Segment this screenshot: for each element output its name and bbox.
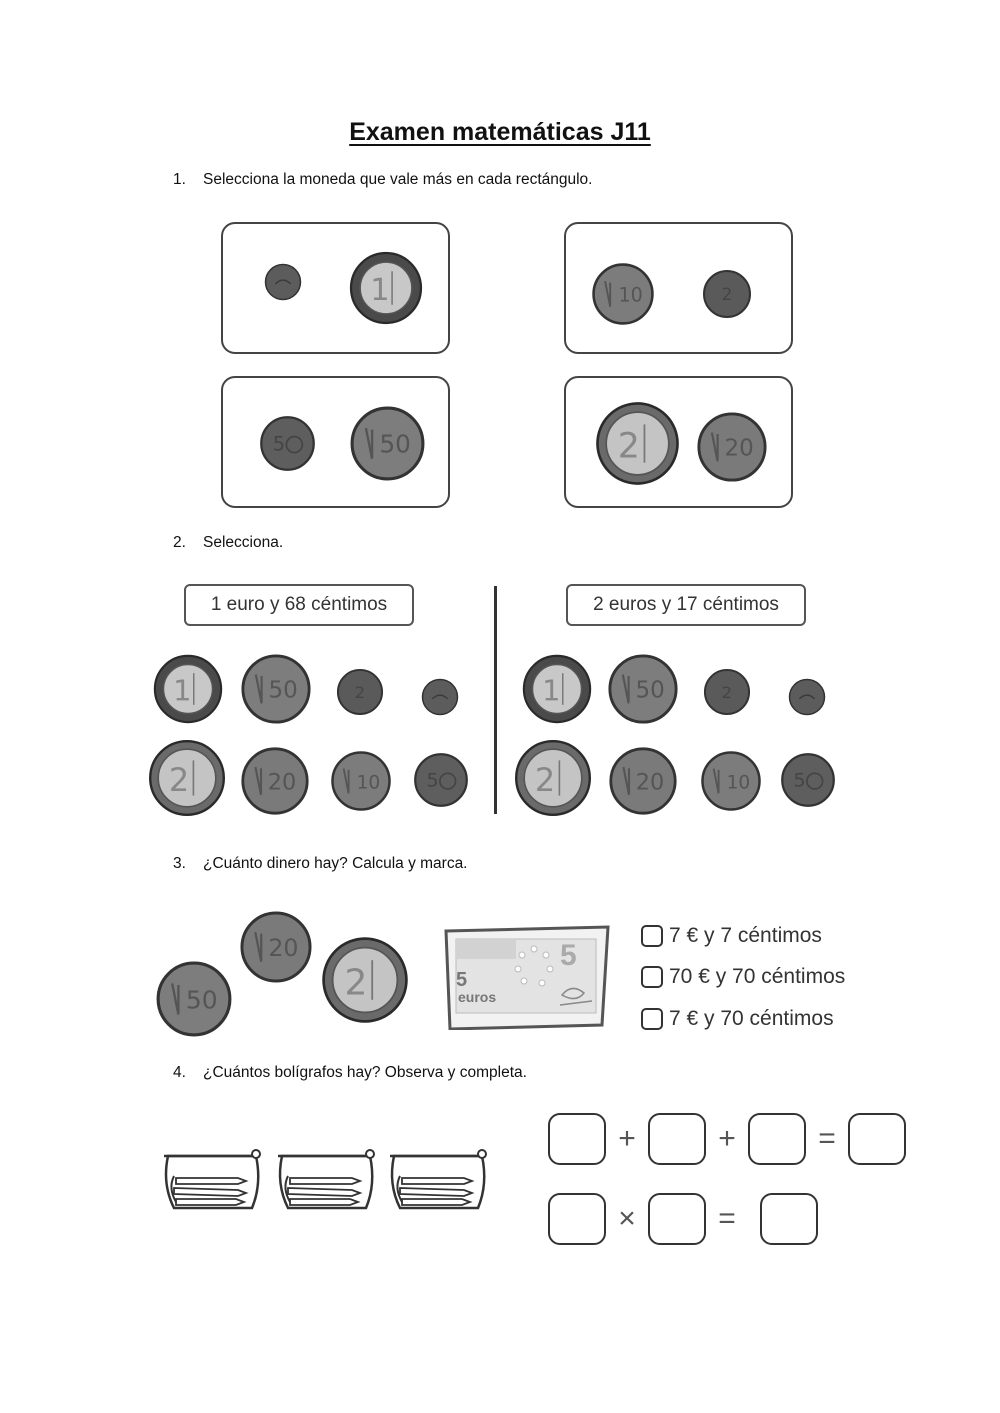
banknote-currency: euros xyxy=(458,989,497,1005)
coin-1-euro[interactable] xyxy=(348,250,424,326)
pencil-case-3 xyxy=(386,1148,490,1214)
multiplication-box-2[interactable] xyxy=(648,1193,706,1245)
q3-option-2[interactable] xyxy=(641,965,845,989)
svg-text:1: 1 xyxy=(173,673,192,708)
question-3-number: 3. xyxy=(173,855,186,872)
q3-option-3[interactable] xyxy=(641,1007,834,1031)
multiplication-result-box[interactable] xyxy=(760,1193,818,1245)
pencil-case-2 xyxy=(274,1148,378,1214)
q3-coin-2-euro xyxy=(320,935,410,1025)
question-1-number: 1. xyxy=(173,171,186,188)
coin-graphic xyxy=(147,738,227,818)
q2-left-coin-10-cent[interactable] xyxy=(330,750,392,812)
coin-graphic xyxy=(240,653,312,725)
q3-coin-50-cent xyxy=(155,960,233,1038)
q2-right-coin-2-euro[interactable] xyxy=(513,738,593,818)
page-title: Examen matemáticas J11 xyxy=(349,118,651,146)
coin-graphic xyxy=(607,653,679,725)
svg-text:20: 20 xyxy=(635,769,665,796)
coin-graphic xyxy=(155,960,233,1038)
q2-left-coin-5-cent[interactable] xyxy=(413,752,469,808)
coin-graphic xyxy=(594,400,681,487)
q3-coin-20-cent xyxy=(239,910,313,984)
addition-box-2[interactable] xyxy=(648,1113,706,1165)
coin-graphic xyxy=(700,750,762,812)
five-euro-banknote xyxy=(442,925,612,1030)
coin-2-euro[interactable] xyxy=(594,400,681,487)
equals-sign-1: = xyxy=(818,1122,836,1155)
coin-graphic xyxy=(348,250,424,326)
question-4-text: ¿Cuántos bolígrafos hay? Observa y completa. xyxy=(203,1064,527,1081)
q3-option-1[interactable] xyxy=(641,924,822,948)
coin-graphic xyxy=(696,411,768,483)
svg-text:10: 10 xyxy=(356,772,381,794)
q3-option-3-checkbox[interactable] xyxy=(641,1008,663,1030)
coin-graphic xyxy=(413,752,469,808)
q2-left-coin-2-euro[interactable] xyxy=(147,738,227,818)
coin-graphic xyxy=(521,653,593,725)
svg-text:20: 20 xyxy=(268,933,299,962)
svg-text:1: 1 xyxy=(542,673,561,708)
coin-graphic xyxy=(780,752,836,808)
svg-text:5: 5 xyxy=(793,769,806,792)
q2-right-coin-1-euro[interactable] xyxy=(521,653,593,725)
plus-sign-1: + xyxy=(618,1122,636,1155)
q1-rectangle-bottom-right xyxy=(564,376,793,508)
q2-left-coin-2-cent[interactable] xyxy=(336,668,384,716)
svg-text:2: 2 xyxy=(534,760,556,799)
svg-text:2: 2 xyxy=(168,760,190,799)
banknote-value-left: 5 xyxy=(456,969,468,991)
q2-divider xyxy=(494,586,497,814)
times-sign: × xyxy=(618,1202,636,1235)
svg-text:10: 10 xyxy=(618,283,643,307)
svg-text:2: 2 xyxy=(721,682,733,702)
q2-right-coin-20-cent[interactable] xyxy=(608,746,678,816)
svg-text:2: 2 xyxy=(617,426,640,467)
coin-graphic xyxy=(239,910,313,984)
q2-right-coin-5-cent[interactable] xyxy=(780,752,836,808)
q1-rectangle-bottom-left xyxy=(221,376,450,508)
svg-text:10: 10 xyxy=(726,772,751,794)
addition-box-1[interactable] xyxy=(548,1113,606,1165)
q2-right-coin-1-cent[interactable] xyxy=(788,678,826,716)
coin-graphic xyxy=(702,269,752,319)
svg-text:5: 5 xyxy=(426,769,439,792)
svg-text:2: 2 xyxy=(354,682,366,702)
q2-left-coin-50-cent[interactable] xyxy=(240,653,312,725)
coin-graphic xyxy=(608,746,678,816)
banknote-graphic xyxy=(442,925,612,1030)
q3-option-2-checkbox[interactable] xyxy=(641,966,663,988)
question-3-text: ¿Cuánto dinero hay? Calcula y marca. xyxy=(203,855,468,872)
svg-text:1: 1 xyxy=(370,273,390,309)
coin-graphic xyxy=(591,262,655,326)
q2-right-coin-50-cent[interactable] xyxy=(607,653,679,725)
plus-sign-2: + xyxy=(718,1122,736,1155)
pencil-case-graphic xyxy=(386,1148,490,1214)
q2-left-coin-1-euro[interactable] xyxy=(152,653,224,725)
coin-graphic xyxy=(152,653,224,725)
coin-5-cent[interactable] xyxy=(259,415,316,472)
q2-right-amount-label: 2 euros y 17 céntimos xyxy=(566,584,806,626)
coin-50-cent[interactable] xyxy=(349,405,426,482)
svg-text:50: 50 xyxy=(379,429,411,459)
pencil-case-graphic xyxy=(160,1148,264,1214)
q1-rectangle-top-right xyxy=(564,222,793,354)
coin-20-cent[interactable] xyxy=(696,411,768,483)
coin-1-cent[interactable] xyxy=(264,263,302,301)
question-4-number: 4. xyxy=(173,1064,186,1081)
svg-text:2: 2 xyxy=(721,285,733,305)
addition-box-3[interactable] xyxy=(748,1113,806,1165)
q1-rectangle-top-left xyxy=(221,222,450,354)
svg-text:5: 5 xyxy=(272,432,286,456)
q2-right-coin-10-cent[interactable] xyxy=(700,750,762,812)
question-2-number: 2. xyxy=(173,534,186,551)
svg-text:50: 50 xyxy=(185,985,218,1015)
question-1-text: Selecciona la moneda que vale más en cada rectángulo. xyxy=(203,171,593,188)
coin-graphic xyxy=(336,668,384,716)
multiplication-box-1[interactable] xyxy=(548,1193,606,1245)
coin-graphic xyxy=(330,750,392,812)
equals-sign-2: = xyxy=(718,1202,736,1235)
q3-option-2-label: 70 € y 70 céntimos xyxy=(669,965,846,988)
coin-graphic xyxy=(259,415,316,472)
question-2-text: Selecciona. xyxy=(203,534,284,551)
q2-left-coin-1-cent[interactable] xyxy=(421,678,459,716)
svg-text:50: 50 xyxy=(268,677,298,704)
q2-left-amount-label: 1 euro y 68 céntimos xyxy=(184,584,414,626)
coin-graphic xyxy=(240,746,310,816)
q2-right-coin-2-cent[interactable] xyxy=(703,668,751,716)
coin-graphic xyxy=(788,678,826,716)
coin-graphic xyxy=(349,405,426,482)
svg-text:20: 20 xyxy=(267,769,297,796)
svg-text:2: 2 xyxy=(344,962,368,1004)
coin-graphic xyxy=(421,678,459,716)
coin-graphic xyxy=(703,668,751,716)
q3-option-1-label: 7 € y 7 céntimos xyxy=(669,924,822,947)
coin-graphic xyxy=(513,738,593,818)
coin-10-cent[interactable] xyxy=(591,262,655,326)
coin-2-cent[interactable] xyxy=(702,269,752,319)
svg-text:50: 50 xyxy=(635,677,665,704)
coin-graphic xyxy=(264,263,302,301)
banknote-value-right: 5 xyxy=(560,939,577,972)
pencil-case-graphic xyxy=(274,1148,378,1214)
q3-option-1-checkbox[interactable] xyxy=(641,925,663,947)
q2-left-coin-20-cent[interactable] xyxy=(240,746,310,816)
pencil-case-1 xyxy=(160,1148,264,1214)
svg-text:20: 20 xyxy=(724,435,754,462)
addition-result-box[interactable] xyxy=(848,1113,906,1165)
q3-option-3-label: 7 € y 70 céntimos xyxy=(669,1007,834,1030)
coin-graphic xyxy=(320,935,410,1025)
